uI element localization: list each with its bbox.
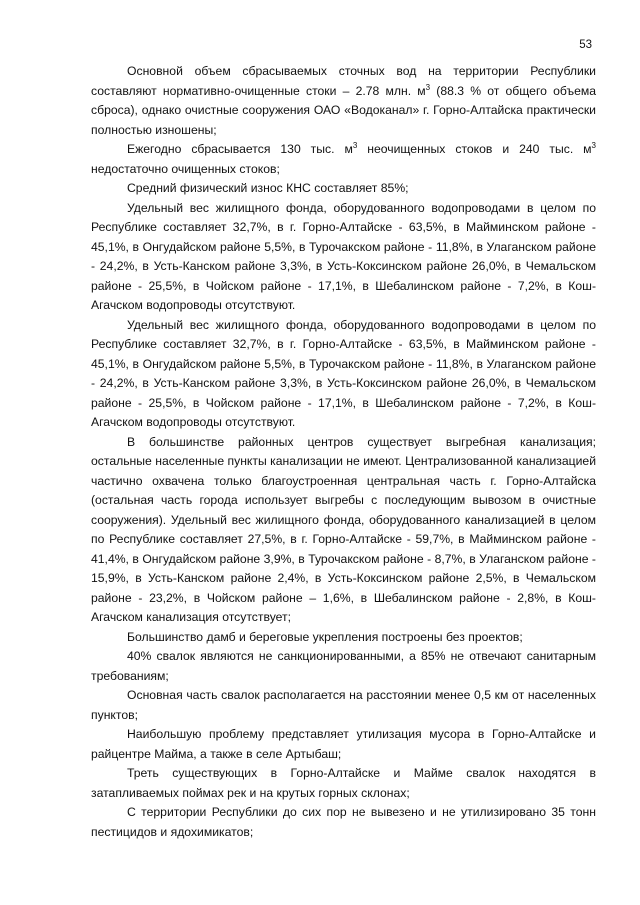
paragraph-text: Ежегодно сбрасывается 130 тыс. м bbox=[127, 142, 353, 156]
document-body bbox=[91, 62, 596, 842]
superscript: 3 bbox=[352, 140, 358, 150]
paragraph-text: неочищенных стоков и 240 тыс. м bbox=[357, 142, 592, 156]
paragraph-landfills-distance: Основная часть свалок располагается на расстоянии менее 0,5 км от населенных пунктов; bbox=[91, 688, 596, 722]
paragraph-landfills-unauthorized: 40% свалок являются не санкционированными, а 85% не отвечают санитарным требованиям; bbox=[91, 649, 596, 683]
superscript: 3 bbox=[425, 82, 431, 92]
paragraph-text: Основной объем сбрасываемых сточных вод на территории Республики составляют нормативно-очищенные стоки – 2.78 млн. м bbox=[91, 64, 596, 98]
paragraph-waste-disposal: Наибольшую проблему представляет утилизация мусора в Горно-Алтайске и райцентре Майма, а также в селе Артыбаш; bbox=[91, 727, 596, 761]
paragraph-water-supply-share: Удельный вес жилищного фонда, оборудованного водопроводами в целом по Республике составляет 32,7%, в г. Горно-Алтайске - 63,5%, в Майминском районе - 45,1%, в Онгудайском районе 5,5%, в Турочакском районе - 11,8%, в Улаганском районе - 24,2%, в Усть-Канском районе 3,3%, в Усть-Коксинском районе 26,0%, в Чемальском районе - 25,5%, в Чойском районе - 17,1%, в Шебалинском районе - 7,2%, в Кош-Агачском водопроводы отсутствуют. bbox=[91, 200, 596, 312]
page-number: 53 bbox=[579, 39, 592, 51]
paragraph-annual-discharge bbox=[91, 140, 596, 179]
paragraph-text: (88.3 % от общего объема сброса), однако очистные сооружения ОАО «Водоканал» г. Горно-Алтайска практически полностью изношены; bbox=[91, 83, 596, 137]
paragraph-pesticides: С территории Республики до сих пор не вывезено и не утилизировано 35 тонн пестицидов и ядохимикатов; bbox=[91, 805, 596, 839]
paragraph-kns-wear: Средний физический износ КНС составляет 85%; bbox=[127, 181, 409, 195]
paragraph-landfills-floodplains: Треть существующих в Горно-Алтайске и Майме свалок находятся в затапливаемых поймах рек и на крутых горных склонах; bbox=[91, 766, 596, 800]
paragraph-text: недостаточно очищенных стоков; bbox=[91, 161, 280, 176]
paragraph-water-supply-share-repeat: Удельный вес жилищного фонда, оборудованного водопроводами в целом по Республике составляет 32,7%, в г. Горно-Алтайске - 63,5%, в Майминском районе - 45,1%, в Онгудайском районе 5,5%, в Турочакском районе - 11,8%, в Улаганском районе - 24,2%, в Усть-Канском районе 3,3%, в Усть-Коксинском районе 26,0%, в Чемальском районе - 25,5%, в Чойском районе - 17,1%, в Шебалинском районе - 7,2%, в Кош-Агачском водопроводы отсутствуют. bbox=[91, 317, 596, 429]
paragraph-sewerage: В большинстве районных центров существует выгребная канализация; остальные населенные пункты канализации не имеют. Централизованной канализацией частично охвачена только благоустроенная центральная часть г. Горно-Алтайска (остальная часть города использует выгребы с последующим вывозом в очистные сооружения). Удельный вес жилищного фонда, оборудованного канализацией в целом по Республике составляет 27,5%, в г. Горно-Алтайске - 59,7%, в Майминском районе - 41,4%, в Онгудайском районе 3,9%, в Турочакском районе - 8,7%, в Улаганском районе - 15,9%, в Усть-Канском районе 2,4%, в Усть-Коксинском районе 2,5%, в Чемальском районе - 23,2%, в Чойском районе – 1,6%, в Шебалинском районе - 2,8%, в Кош-Агачском канализация отсутствует; bbox=[91, 434, 596, 624]
paragraph-wastewater-volume bbox=[91, 62, 596, 140]
paragraph-dams: Большинство дамб и береговые укрепления построены без проектов; bbox=[127, 629, 523, 644]
superscript: 3 bbox=[591, 140, 596, 150]
